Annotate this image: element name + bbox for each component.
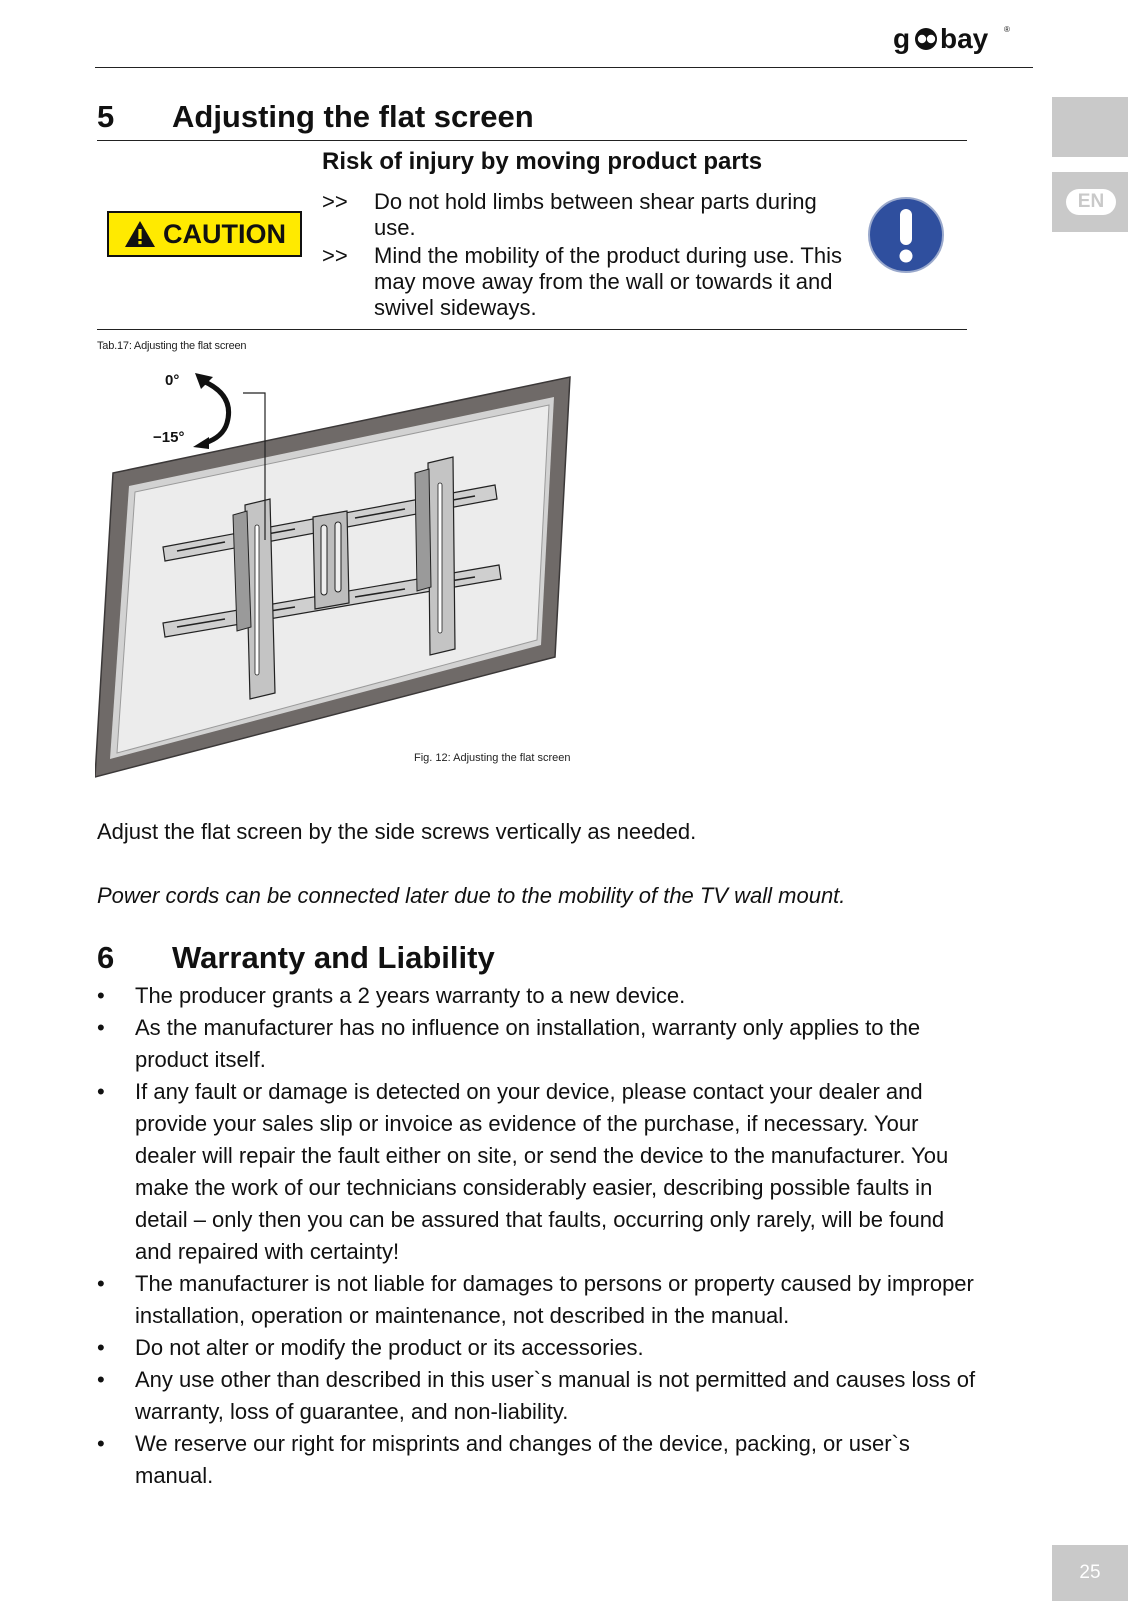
caution-bullet <box>322 243 852 323</box>
table-top-rule <box>97 140 967 141</box>
list-item: • The manufacturer is not liable for damages to persons or property caused by improper installation, operation or maintenance, not described in the manual. <box>97 1268 977 1332</box>
section-number: 5 <box>97 99 115 134</box>
mandatory-exclamation-icon <box>867 196 945 274</box>
section-number: 6 <box>97 940 115 975</box>
angle-label-top: 0° <box>165 372 180 389</box>
section-title: Warranty and Liability <box>172 940 495 975</box>
instruction-paragraph: Adjust the flat screen by the side screws vertically as needed. <box>97 819 697 844</box>
caution-sign <box>107 211 302 257</box>
section-title: Adjusting the flat screen <box>172 99 534 134</box>
rotation-arrow-icon <box>203 381 229 443</box>
list-item: • As the manufacturer has no influence on installation, warranty only applies to the product itself. <box>97 1012 977 1076</box>
warning-triangle-icon <box>123 219 157 249</box>
list-item: • We reserve our right for misprints and changes of the device, packing, or user`s manual. <box>97 1428 977 1492</box>
section-6-heading <box>97 940 495 976</box>
figure-caption: Fig. 12: Adjusting the flat screen <box>414 752 571 764</box>
header-rule <box>95 67 1033 68</box>
table-caption: Tab.17: Adjusting the flat screen <box>97 340 247 352</box>
language-label: EN <box>1066 189 1116 215</box>
risk-title: Risk of injury by moving product parts <box>322 148 763 175</box>
bullet-text: Do not hold limbs between shear parts during use. <box>374 189 817 240</box>
svg-text:bay: bay <box>940 23 989 54</box>
svg-text:g: g <box>893 23 911 54</box>
list-item: • Do not alter or modify the product or its accessories. <box>97 1332 977 1364</box>
bullet-marker: >> <box>322 189 348 214</box>
page-number: 25 <box>1079 1562 1101 1583</box>
side-tab-blank <box>1052 97 1128 157</box>
center-plate <box>313 511 349 609</box>
tv-mount-illustration <box>95 365 595 797</box>
caution-label: CAUTION <box>163 218 286 249</box>
bullet-marker: >> <box>322 243 348 268</box>
section-5-heading <box>97 99 534 135</box>
list-item: • The producer grants a 2 years warranty to a new device. <box>97 980 977 1012</box>
warranty-list <box>97 980 977 1492</box>
bullet-text: Mind the mobility of the product during use. This may move away from the wall or towards it and swivel sideways. <box>374 243 842 320</box>
svg-text:®: ® <box>1004 25 1010 34</box>
angle-label-bottom: −15° <box>153 429 185 446</box>
goobay-logo <box>893 18 1033 58</box>
note-paragraph: Power cords can be connected later due to the mobility of the TV wall mount. <box>97 883 846 908</box>
caution-bullet <box>322 189 852 243</box>
table-bottom-rule <box>97 329 967 330</box>
list-item: • Any use other than described in this user`s manual is not permitted and causes loss of warranty, loss of guarantee, and non-liability. <box>97 1364 977 1428</box>
list-item: • If any fault or damage is detected on your device, please contact your dealer and provide your sales slip or invoice as evidence of the purchase, if necessary. Your dealer will repair the fault either on site, or send the device to the manufacturer. You make the work of our technicians considerably easier, describing possible faults in detail – only then you can be assured that faults, occurring only rarely, will be found and repaired with certainty! <box>97 1076 977 1268</box>
